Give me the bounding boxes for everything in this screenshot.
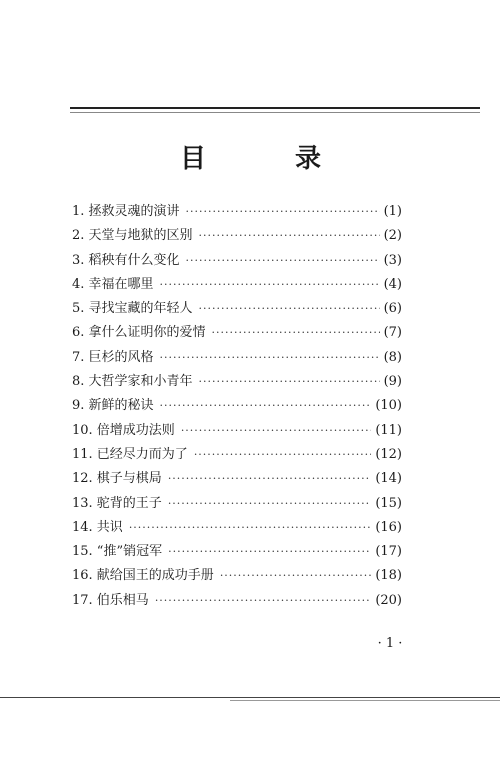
toc-entry[interactable] [72, 370, 402, 394]
toc-entry[interactable] [72, 564, 402, 588]
toc-leader-dots [186, 254, 380, 267]
toc-leader-dots [168, 472, 372, 485]
toc-leader-dots [199, 302, 380, 315]
toc-entry[interactable] [72, 516, 402, 540]
top-divider [70, 107, 480, 109]
toc-entry-page: (15) [375, 495, 402, 511]
toc-leader-dots [168, 497, 372, 510]
toc-entry-page: (4) [383, 276, 402, 292]
toc-entry-title: 7. 巨杉的风格 [72, 349, 154, 365]
toc-entry[interactable] [72, 492, 402, 516]
toc-entry-title: 15. “推”销冠军 [72, 544, 163, 560]
toc-leader-dots [186, 205, 380, 218]
page-title [0, 142, 504, 176]
page-title-char-2: 录 [295, 144, 322, 174]
toc-entry[interactable] [72, 443, 402, 467]
toc-entry-title: 16. 献给国王的成功手册 [72, 568, 214, 584]
toc-leader-dots [160, 278, 380, 291]
toc-leader-dots [199, 229, 380, 242]
toc-entry-title: 3. 稻秧有什么变化 [72, 252, 180, 268]
toc-entry[interactable] [72, 419, 402, 443]
toc-entry[interactable] [72, 540, 402, 564]
toc-leader-dots [155, 594, 372, 607]
toc-entry[interactable] [72, 224, 402, 248]
bottom-divider-thin [230, 700, 500, 701]
toc-entry[interactable] [72, 297, 402, 321]
toc-entry-page: (7) [383, 325, 402, 341]
toc-leader-dots [160, 351, 380, 364]
toc-leader-dots [212, 326, 380, 339]
toc-entry-page: (1) [383, 204, 402, 219]
toc-entry-page: (18) [375, 568, 402, 584]
table-of-contents [72, 200, 402, 613]
toc-leader-dots [181, 424, 372, 437]
toc-entry[interactable] [72, 321, 402, 345]
toc-entry-title: 13. 驼背的王子 [72, 495, 162, 511]
toc-entry-page: (6) [383, 301, 402, 317]
toc-entry-title: 9. 新鲜的秘诀 [72, 398, 154, 414]
toc-leader-dots [194, 448, 372, 461]
toc-leader-dots [220, 569, 372, 582]
toc-entry-title: 1. 拯救灵魂的演讲 [72, 204, 180, 219]
top-divider-thin [70, 112, 480, 113]
toc-entry-title: 17. 伯乐相马 [72, 592, 149, 608]
toc-entry-title: 8. 大哲学家和小青年 [72, 374, 193, 390]
toc-entry-page: (14) [375, 471, 402, 487]
toc-leader-dots [199, 375, 380, 388]
toc-entry[interactable] [72, 200, 402, 224]
toc-entry-page: (9) [383, 374, 402, 390]
toc-entry-title: 12. 棋子与棋局 [72, 471, 162, 487]
toc-leader-dots [160, 399, 372, 412]
toc-entry-title: 6. 拿什么证明你的爱情 [72, 325, 206, 341]
page-number: · 1 · [377, 636, 403, 651]
toc-entry[interactable] [72, 346, 402, 370]
toc-entry-page: (10) [375, 398, 402, 414]
toc-entry-page: (11) [375, 422, 402, 438]
toc-entry-title: 2. 天堂与地狱的区别 [72, 228, 193, 244]
toc-entry[interactable] [72, 273, 402, 297]
toc-entry-title: 4. 幸福在哪里 [72, 276, 154, 292]
toc-entry-page: (20) [375, 592, 402, 608]
toc-entry-title: 5. 寻找宝藏的年轻人 [72, 301, 193, 317]
toc-leader-dots [129, 521, 372, 534]
toc-entry-title: 14. 共识 [72, 519, 123, 535]
toc-entry-page: (16) [375, 519, 402, 535]
toc-entry-title: 11. 已经尽力而为了 [72, 446, 188, 462]
bottom-divider [0, 697, 500, 698]
toc-entry-title: 10. 倍增成功法则 [72, 422, 175, 438]
toc-entry-page: (3) [383, 252, 402, 268]
toc-entry[interactable] [72, 249, 402, 273]
toc-entry[interactable] [72, 589, 402, 613]
toc-entry-page: (8) [383, 349, 402, 365]
toc-entry-page: (12) [375, 446, 402, 462]
toc-entry[interactable] [72, 394, 402, 418]
toc-entry[interactable] [72, 467, 402, 491]
toc-entry-page: (17) [375, 544, 402, 560]
toc-leader-dots [168, 545, 371, 558]
toc-entry-page: (2) [383, 228, 402, 244]
page-title-char-1: 目 [180, 144, 207, 174]
